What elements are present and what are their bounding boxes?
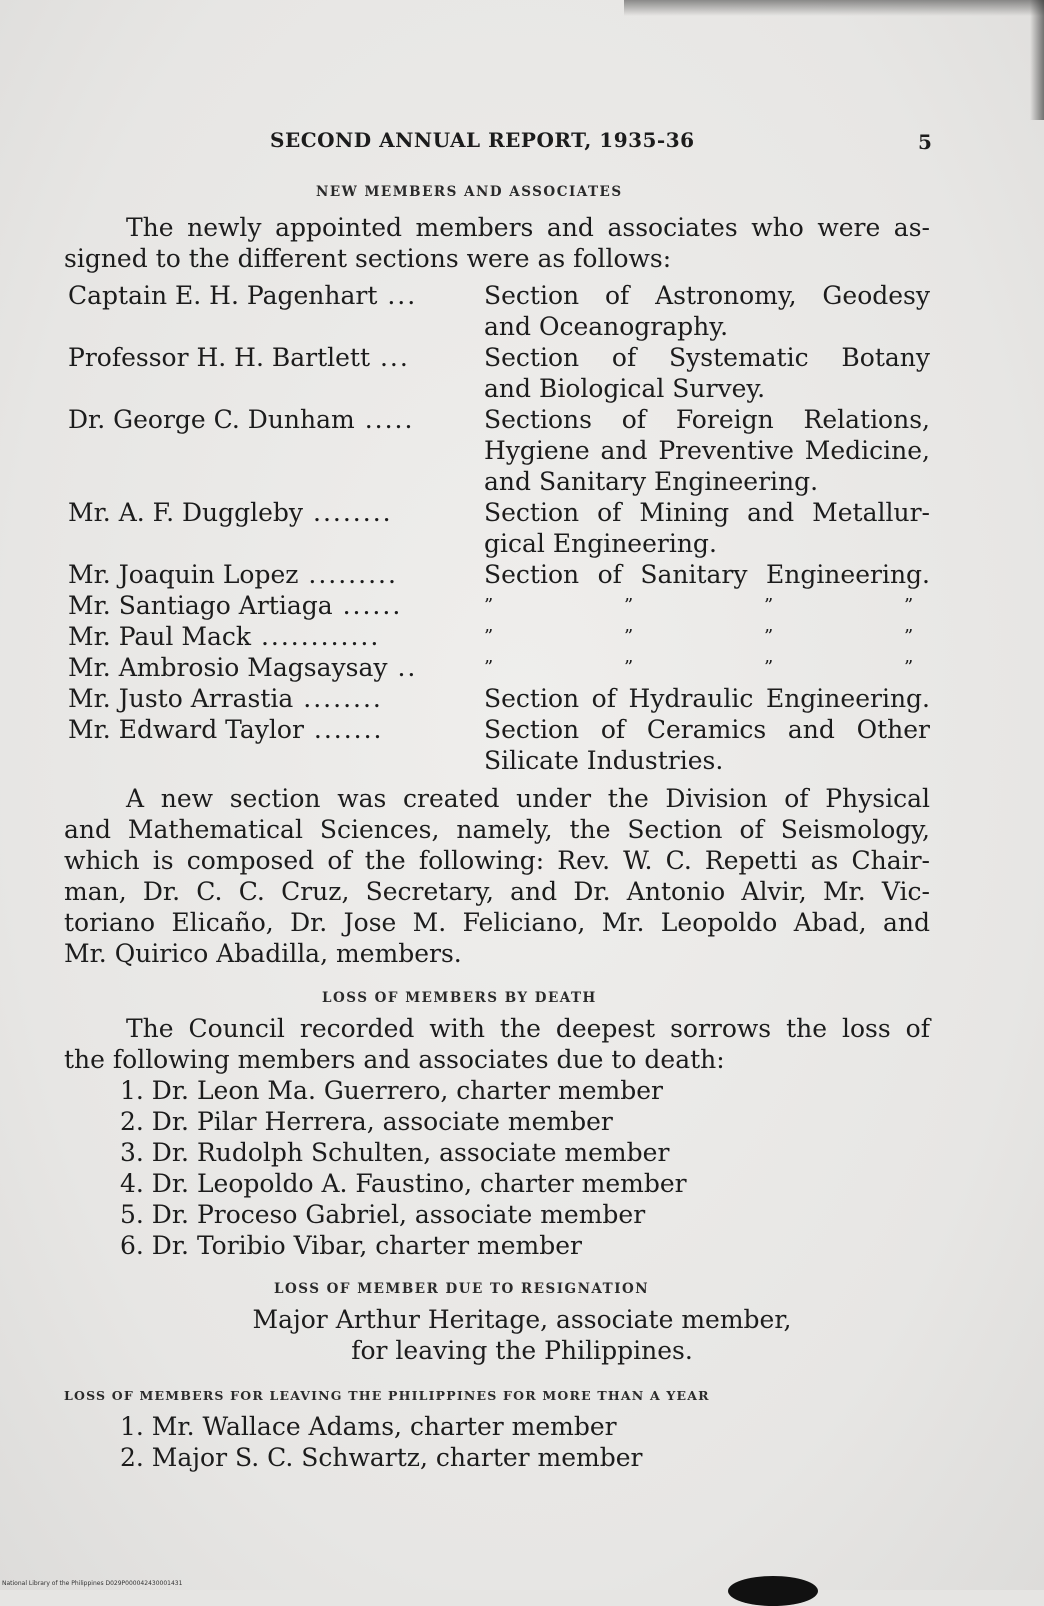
- ditto-mark: ”: [904, 595, 914, 616]
- member-name: Mr. Joaquin Lopez .........: [68, 560, 398, 589]
- member-section: Sections of Foreign Relations, Hygiene and Preventive Medicine, and Sanitary Engineering.: [484, 405, 930, 496]
- ditto-mark: ”: [624, 595, 634, 616]
- list-item: 2. Dr. Pilar Herrera, associate member: [120, 1107, 613, 1136]
- resignation-line: for leaving the Philippines.: [351, 1336, 693, 1365]
- scan-edge-shadow-right: [1030, 0, 1044, 120]
- member-name: Mr. Justo Arrastia ........: [68, 684, 383, 713]
- member-name: Mr. A. F. Duggleby ........: [68, 498, 393, 527]
- assignment-row: [68, 621, 930, 652]
- scan-edge-shadow: [624, 0, 1044, 16]
- member-section: Section of Mining and Metallur- gical Engineering.: [484, 498, 930, 558]
- list-item: 1. Dr. Leon Ma. Guerrero, charter member: [120, 1076, 663, 1105]
- ditto-mark: ”: [764, 626, 774, 647]
- list-item: 4. Dr. Leopoldo A. Faustino, charter member: [120, 1169, 687, 1198]
- intro-line: signed to the different sections were as follows:: [64, 244, 672, 273]
- member-name: Captain E. H. Pagenhart ...: [68, 281, 418, 310]
- list-item: 5. Dr. Proceso Gabriel, associate member: [120, 1200, 646, 1229]
- assignment-row: [68, 714, 930, 775]
- ditto-mark: ”: [484, 657, 494, 678]
- member-name: Mr. Santiago Artiaga ......: [68, 591, 403, 620]
- assignment-row: [68, 497, 930, 558]
- assignment-row: [68, 342, 930, 403]
- running-head: SECOND ANNUAL REPORT, 1935-36: [270, 128, 695, 152]
- ditto-mark: ”: [904, 626, 914, 647]
- assignment-row: [68, 683, 930, 714]
- list-item: 1. Mr. Wallace Adams, charter member: [120, 1412, 617, 1441]
- member-section: Section of Sanitary Engineering.: [484, 560, 930, 589]
- ditto-marks: [484, 652, 930, 683]
- member-section: Section of Astronomy, Geodesy and Oceanography.: [484, 281, 930, 341]
- member-name: Mr. Ambrosio Magsaysay ..: [68, 653, 418, 682]
- list-item: 3. Dr. Rudolph Schulten, associate member: [120, 1138, 670, 1167]
- member-name: Professor H. H. Bartlett ...: [68, 343, 410, 372]
- ditto-marks: [484, 590, 930, 621]
- ditto-mark: ”: [764, 595, 774, 616]
- ditto-mark: ”: [624, 657, 634, 678]
- seismology-paragraph: A new section was created under the Division of Physical and Mathematical Sciences, namely, the Section of Seismology, which is composed of the following: Rev. W. C. Repetti as Chair- man, Dr. C. C. Cruz, Secretary, and Dr. Antonio Alvir, Mr. Vic- toriano Elicaño, Dr. Jose M. Feliciano, Mr. Leopoldo Abad, and Mr. Quirico Abadilla, members.: [64, 784, 930, 968]
- resignation-line: Major Arthur Heritage, associate member,: [252, 1305, 792, 1334]
- ditto-mark: ”: [624, 626, 634, 647]
- member-name: Dr. George C. Dunham .....: [68, 405, 415, 434]
- member-section: Section of Systematic Botany and Biological Survey.: [484, 343, 930, 403]
- list-item: 6. Dr. Toribio Vibar, charter member: [120, 1231, 582, 1260]
- section-heading-deaths: LOSS OF MEMBERS BY DEATH: [322, 990, 597, 1006]
- member-section: Section of Ceramics and Other Silicate Industries.: [484, 715, 930, 775]
- member-name: Mr. Edward Taylor .......: [68, 715, 384, 744]
- deaths-intro: The Council recorded with the deepest sorrows the loss of the following members and associates due to death:: [64, 1014, 930, 1074]
- ditto-mark: ”: [764, 657, 774, 678]
- new-members-intro: [64, 212, 930, 274]
- member-section: Section of Hydraulic Engineering.: [484, 684, 930, 713]
- member-name: Mr. Paul Mack ............: [68, 622, 381, 651]
- section-heading-resignation: LOSS OF MEMBER DUE TO RESIGNATION: [274, 1281, 650, 1297]
- assignment-row: [68, 404, 930, 496]
- ditto-marks: [484, 621, 930, 652]
- ditto-mark: ”: [484, 595, 494, 616]
- list-item: 2. Major S. C. Schwartz, charter member: [120, 1443, 643, 1472]
- section-heading-leaving: LOSS OF MEMBERS FOR LEAVING THE PHILIPPINES FOR MORE THAN A YEAR: [64, 1388, 710, 1403]
- assignment-row: [68, 280, 930, 341]
- ditto-mark: ”: [904, 657, 914, 678]
- footer-credit: National Library of the Philippines D029P000042430001431: [2, 1580, 183, 1587]
- section-heading-new-members: NEW MEMBERS AND ASSOCIATES: [316, 184, 623, 200]
- intro-line: The newly appointed members and associates who were as-: [126, 213, 930, 242]
- assignment-row: [68, 652, 930, 683]
- assignment-row: [68, 590, 930, 621]
- ditto-mark: ”: [484, 626, 494, 647]
- assignment-row: [68, 559, 930, 590]
- page-number: 5: [918, 130, 932, 154]
- scan-artifact: [728, 1576, 818, 1606]
